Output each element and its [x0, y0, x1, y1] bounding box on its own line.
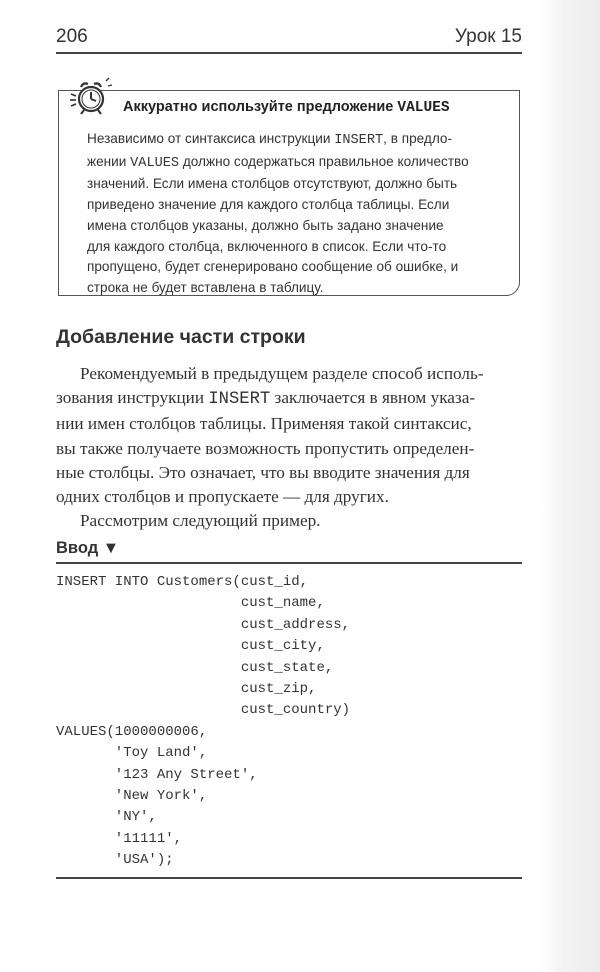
- note-title: [123, 99, 450, 116]
- code-line: VALUES(1000000006,: [56, 723, 208, 740]
- lesson-title: Урок 15: [454, 26, 522, 47]
- code-line: 'New York',: [56, 788, 208, 805]
- code-line: cust_address,: [56, 616, 351, 633]
- code-line: 'NY',: [56, 809, 157, 826]
- code-block: [56, 572, 522, 872]
- note-line: жении VALUES должно содержаться правильное количество: [87, 153, 469, 171]
- note-line: пропущено, будет сгенерировано сообщение об ошибке, и: [87, 259, 459, 275]
- note-line: имена столбцов указаны, должно быть задано значение: [87, 217, 444, 233]
- para-line: ные столбцы. Это означает, что вы вводите значения для: [56, 462, 470, 482]
- note-line: для каждого столбца, включенного в список. Если что-то: [87, 238, 447, 254]
- input-label: Ввод ▼: [56, 539, 120, 557]
- note-line: приведено значение для каждого столбца таблицы. Если: [87, 197, 450, 213]
- code-line: cust_city,: [56, 638, 325, 655]
- code-line: cust_zip,: [56, 681, 317, 698]
- alarm-clock-icon: [67, 77, 113, 117]
- code-line: cust_name,: [56, 595, 325, 612]
- note-line: значений. Если имена столбцов отсутствуют, должно быть: [87, 176, 458, 192]
- para-line: Рассмотрим следующий пример.: [80, 511, 321, 531]
- note-line: Независимо от синтаксиса инструкции INSERT, в предло-: [87, 131, 452, 148]
- input-rule: [56, 562, 522, 564]
- code-line: cust_state,: [56, 659, 334, 676]
- section-paragraph: [56, 362, 526, 533]
- page-edge-shadow: [540, 0, 600, 972]
- note-body: [87, 129, 507, 299]
- note-box: [58, 90, 520, 296]
- page-number: 206: [56, 26, 88, 47]
- note-title-text: Аккуратно используйте предложение: [123, 99, 398, 115]
- code-line: '11111',: [56, 830, 183, 847]
- code-line: 'USA');: [56, 852, 174, 869]
- para-line: Рекомендуемый в предыдущем разделе способ исполь-: [80, 364, 484, 383]
- section-heading: Добавление части строки: [56, 326, 306, 348]
- para-line: нии имен столбцов таблицы. Применяя такой синтаксис,: [56, 414, 472, 434]
- note-line: строка не будет вставлена в таблицу.: [87, 279, 324, 295]
- code-line: cust_country): [56, 702, 351, 719]
- header-rule: [56, 52, 522, 54]
- code-line: '123 Any Street',: [56, 766, 258, 783]
- note-title-code: VALUES: [397, 100, 450, 116]
- para-line: зования инструкции INSERT заключается в явном указа-: [56, 388, 476, 410]
- code-bottom-rule: [56, 877, 522, 879]
- code-line: 'Toy Land',: [56, 745, 208, 762]
- book-page: [56, 0, 522, 972]
- para-line: одних столбцов и пропускаете — для других.: [56, 487, 389, 507]
- code-line: INSERT INTO Customers(cust_id,: [56, 574, 309, 590]
- para-line: вы также получаете возможность пропустить определен-: [56, 438, 475, 458]
